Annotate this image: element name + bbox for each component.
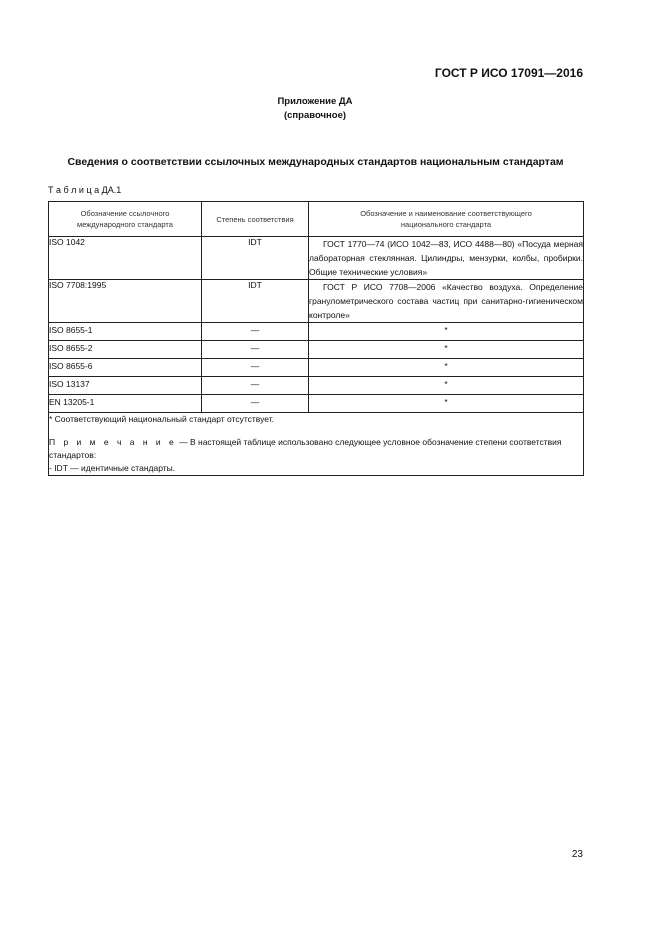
- footnote: * Соответствующий национальный стандарт отсутствует.: [49, 414, 275, 424]
- cell-national: ГОСТ Р ИСО 7708—2006 «Качество воздуха. Определение гранулометрического состава частиц при санитарно-гигиеническом контроле»: [309, 280, 584, 323]
- note-text: — В настоящей таблице использовано следующее условное обозначение степени соответствия стандартов:: [49, 437, 562, 460]
- table-caption: Т а б л и ц а ДА.1: [48, 185, 122, 195]
- cell-degree: IDT: [202, 237, 309, 280]
- annex-heading: [0, 95, 630, 123]
- cell-national: *: [309, 395, 584, 413]
- cell-national: ГОСТ 1770—74 (ИСО 1042—83, ИСО 4488—80) «Посуда мерная лабораторная стеклянная. Цилиндры, мензурки, колбы, пробирки. Общие технические условия»: [309, 237, 584, 280]
- cell-degree: IDT: [202, 280, 309, 323]
- cell-national: *: [309, 377, 584, 395]
- table-row: [49, 237, 584, 280]
- cell-international: ISO 8655-6: [49, 359, 202, 377]
- header-international-standard: Обозначение ссылочного международного стандарта: [49, 202, 202, 237]
- cell-degree: —: [202, 395, 309, 413]
- cell-degree: —: [202, 341, 309, 359]
- note: [49, 436, 583, 462]
- cell-international: ISO 1042: [49, 237, 202, 280]
- table-row: [49, 359, 584, 377]
- table-row: [49, 377, 584, 395]
- cell-degree: —: [202, 359, 309, 377]
- table-row: [49, 395, 584, 413]
- correspondence-table: [48, 201, 584, 476]
- cell-national: *: [309, 323, 584, 341]
- section-title: Сведения о соответствии ссылочных международных стандартов национальным стандартам: [67, 156, 564, 168]
- table-notes-row: [49, 413, 584, 476]
- table-row: [49, 280, 584, 323]
- table-row: [49, 323, 584, 341]
- cell-international: EN 13205-1: [49, 395, 202, 413]
- table-header-row: [49, 202, 584, 237]
- cell-international: ISO 13137: [49, 377, 202, 395]
- annex-subtitle: (справочное): [283, 110, 347, 121]
- cell-national: *: [309, 341, 584, 359]
- table-notes: [49, 413, 584, 476]
- cell-international: ISO 7708:1995: [49, 280, 202, 323]
- standard-code: ГОСТ Р ИСО 17091—2016: [434, 66, 583, 80]
- table-row: [49, 341, 584, 359]
- cell-degree: —: [202, 323, 309, 341]
- page-number: 23: [571, 849, 583, 860]
- cell-international: ISO 8655-1: [49, 323, 202, 341]
- header-degree: Степень соответствия: [202, 202, 309, 237]
- note-label: П р и м е ч а н и е: [49, 437, 177, 447]
- note-item: - IDT — идентичные стандарты.: [49, 463, 176, 473]
- cell-international: ISO 8655-2: [49, 341, 202, 359]
- header-national-standard: Обозначение и наименование соответствующего национального стандарта: [309, 202, 584, 237]
- annex-title: Приложение ДА: [277, 96, 353, 107]
- cell-degree: —: [202, 377, 309, 395]
- cell-national: *: [309, 359, 584, 377]
